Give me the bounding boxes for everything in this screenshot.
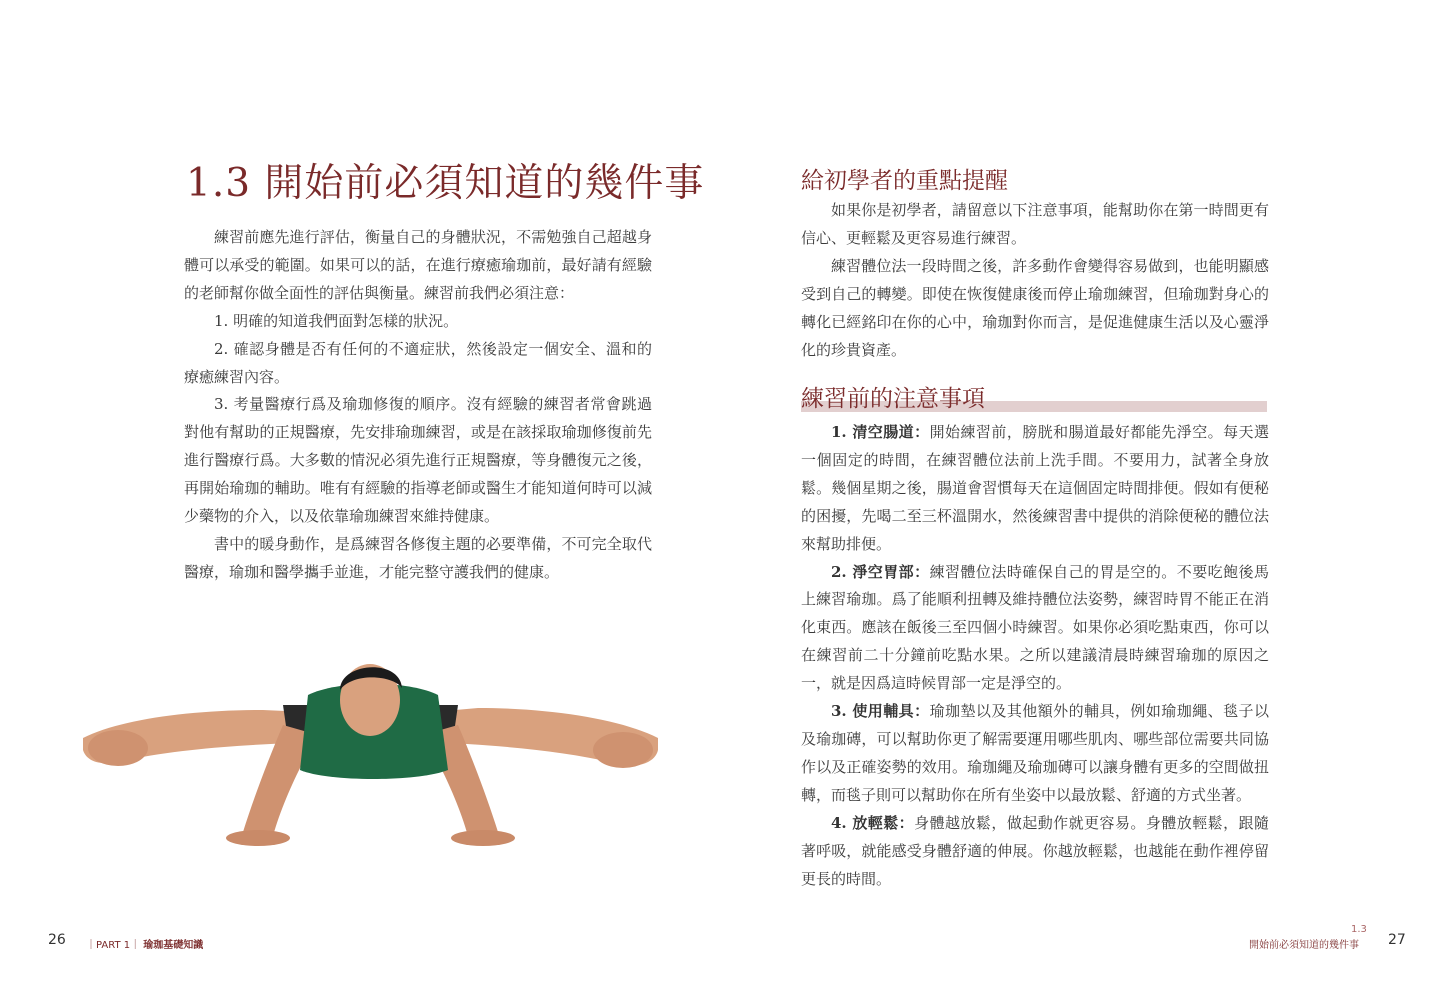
- page-title: 1.3 開始前必須知道的幾件事: [186, 161, 705, 206]
- list-item: [801, 419, 1269, 559]
- part-number: ｜PART 1｜: [86, 940, 141, 951]
- right-foot: [593, 732, 653, 768]
- list-item: 3. 考量醫療行爲及瑜珈修復的順序。沒有經驗的練習者常會跳過對他有幫助的正規醫療，先安排瑜珈練習，或是在該採取瑜珈修復前先進行醫療行爲。大多數的情況必須先進行正規醫療，等身體復元之後，再開始瑜珈的輔助。唯有有經驗的指導老師或醫生才能知道何時可以減少藥物的介入，以及依靠瑜珈練習來維持健康。: [184, 395, 652, 526]
- left-hand: [226, 830, 290, 846]
- section-title-footer: 開始前必須知道的幾件事: [1249, 940, 1359, 951]
- section-heading-precautions: 練習前的注意事項: [801, 386, 985, 412]
- list-item-label: 2. 淨空胃部：: [831, 562, 930, 581]
- paragraph: 如果你是初學者，請留意以下注意事項，能幫助你在第一時間更有信心、更輕鬆及更容易進行練習。: [801, 201, 1269, 247]
- part-label: [86, 936, 203, 951]
- list-item-label: 1. 清空腸道：: [831, 423, 930, 441]
- section-number-footer: 1.3: [1351, 924, 1367, 935]
- list-item-text: 開始練習前，膀胱和腸道最好都能先淨空。每天選一個固定的時間，在練習體位法前上洗手間。不要用力，試著全身放鬆。幾個星期之後，腸道會習慣每天在這個固定時間排便。假如有便秘的困擾，先喝二至三杯溫開水，然後練習書中提供的消除便秘的體位法來幫助排便。: [801, 423, 1269, 553]
- list-item: [801, 559, 1269, 699]
- list-item: 1. 明確的知道我們面對怎樣的狀況。: [214, 311, 459, 330]
- list-item: [801, 810, 1269, 894]
- left-body-text: [184, 224, 652, 587]
- yoga-pose-photo: [78, 650, 663, 850]
- page-number-right: 27: [1388, 932, 1406, 948]
- page-number-left: 26: [48, 932, 66, 948]
- paragraph: 練習前應先進行評估，衡量自己的身體狀況，不需勉強自己超越身體可以承受的範圍。如果可以的話，在進行療癒瑜珈前，最好請有經驗的老師幫你做全面性的評估與衡量。練習前我們必須注意：: [184, 228, 652, 302]
- left-foot: [88, 730, 148, 766]
- list-item-text: 身體越放鬆，做起動作就更容易。身體放輕鬆，跟隨著呼吸，就能感受身體舒適的伸展。你越放輕鬆，也越能在動作裡停留更長的時間。: [801, 813, 1269, 888]
- section-heading-beginners: 給初學者的重點提醒: [801, 168, 1008, 194]
- list-item-label: 3. 使用輔具：: [831, 702, 930, 721]
- paragraph: 書中的暖身動作，是爲練習各修復主題的必要準備，不可完全取代醫療，瑜珈和醫學攜手並進，才能完整守護我們的健康。: [184, 534, 652, 581]
- paragraph: 練習體位法一段時間之後，許多動作會變得容易做到，也能明顯感受到自己的轉變。即使在恢復健康後而停止瑜珈練習，但瑜珈對身心的轉化已經銘印在你的心中，瑜珈對你而言，是促進健康生活以及心靈淨化的珍貴資產。: [801, 256, 1269, 359]
- list-item-text: 瑜珈墊以及其他額外的輔具，例如瑜珈繩、毯子以及瑜珈磚，可以幫助你更了解需要運用哪些肌肉、哪些部位需要共同協作以及正確姿勢的效用。瑜珈繩及瑜珈磚可以讓身體有更多的空間做扭轉，而毯子則可以幫助你在所有坐姿中以最放鬆、舒適的方式坐著。: [801, 702, 1269, 804]
- list-item: 2. 確認身體是否有任何的不適症狀，然後設定一個安全、溫和的療癒練習內容。: [184, 339, 652, 386]
- right-hand: [451, 830, 515, 846]
- list-item: [801, 698, 1269, 810]
- precautions-list: [801, 419, 1269, 893]
- list-item-text: 練習體位法時確保自己的胃是空的。不要吃飽後馬上練習瑜珈。爲了能順利扭轉及維持體位法姿勢，練習時胃不能正在消化東西。應該在飯後三至四個小時練習。如果你必須吃點東西，你可以在練習前二十分鐘前吃點水果。之所以建議清晨時練習瑜珈的原因之一，就是因爲這時候胃部一定是淨空的。: [801, 562, 1269, 693]
- right-intro-text: [801, 197, 1269, 364]
- part-title: 瑜珈基礎知識: [143, 940, 204, 951]
- list-item-label: 4. 放輕鬆：: [831, 813, 915, 832]
